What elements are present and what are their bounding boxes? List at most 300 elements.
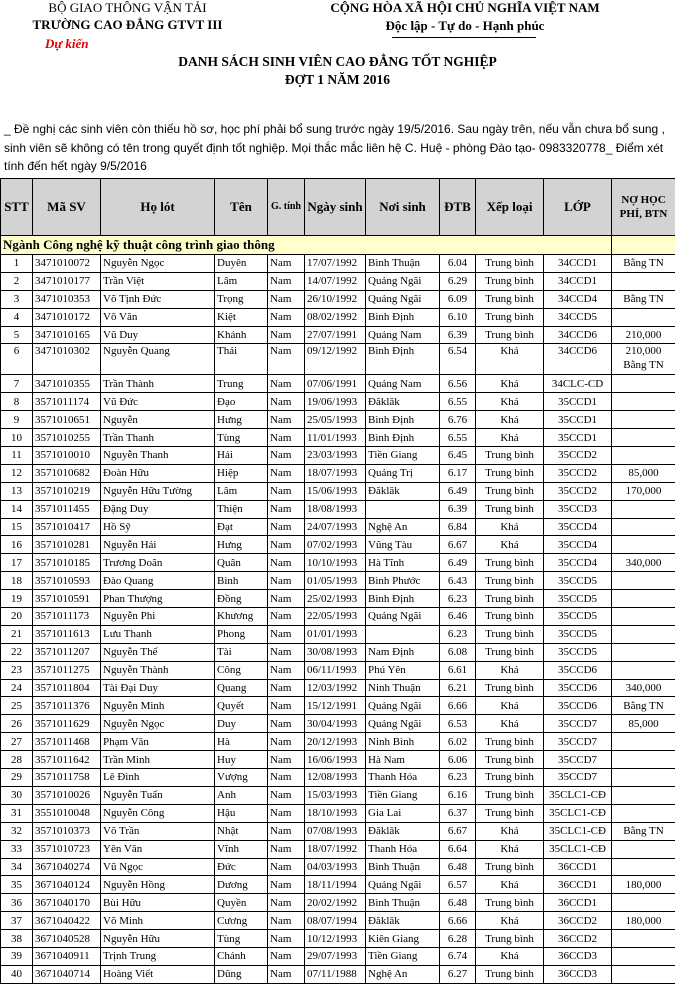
cell-gioi-tinh: Nam [268, 429, 305, 447]
cell-ma-sv: 3571010373 [33, 822, 101, 840]
cell-gioi-tinh: Nam [268, 912, 305, 930]
cell-noi-sinh: Thanh Hóa [366, 769, 440, 787]
cell-xep-loai: Trung bình [476, 290, 544, 308]
cell-gioi-tinh: Nam [268, 930, 305, 948]
cell-xep-loai: Khá [476, 518, 544, 536]
cell-ma-sv: 3571011376 [33, 697, 101, 715]
cell-lop: 35CCD2 [544, 447, 612, 465]
cell-xep-loai: Khá [476, 411, 544, 429]
cell-no-hoc-phi [612, 625, 675, 643]
cell-no-hoc-phi [612, 308, 675, 326]
cell-noi-sinh: Quảng Ngãi [366, 290, 440, 308]
cell-ten: Phong [215, 625, 268, 643]
cell-lop: 36CCD1 [544, 894, 612, 912]
cell-no-hoc-phi: 170,000 [612, 482, 675, 500]
cell-xep-loai: Trung bình [476, 608, 544, 626]
cell-gioi-tinh: Nam [268, 947, 305, 965]
cell-stt: 23 [1, 661, 33, 679]
cell-noi-sinh: Nghệ An [366, 518, 440, 536]
cell-ma-sv: 3671040170 [33, 894, 101, 912]
table-row [1, 344, 675, 375]
cell-ma-sv: 3471010302 [33, 344, 101, 375]
cell-noi-sinh [366, 625, 440, 643]
cell-ho-lot: Tài Đại Duy [101, 679, 215, 697]
col-header-lop: LỚP [544, 179, 612, 236]
cell-no-hoc-phi [612, 375, 675, 393]
cell-lop: 36CCD3 [544, 947, 612, 965]
document-title: DANH SÁCH SINH VIÊN CAO ĐẲNG TỐT NGHIỆP [0, 54, 675, 70]
cell-lop: 35CCD5 [544, 625, 612, 643]
cell-ma-sv: 3471010072 [33, 255, 101, 273]
cell-noi-sinh: Quảng Ngãi [366, 715, 440, 733]
cell-ho-lot: Võ Tịnh Đức [101, 290, 215, 308]
cell-ho-lot: Phạm Văn [101, 733, 215, 751]
cell-noi-sinh: Ninh Thuận [366, 679, 440, 697]
cell-xep-loai: Trung bình [476, 643, 544, 661]
cell-ma-sv: 3471010172 [33, 308, 101, 326]
cell-ten: Khánh [215, 326, 268, 344]
cell-stt: 12 [1, 464, 33, 482]
cell-no-hoc-phi [612, 393, 675, 411]
cell-ma-sv: 3471010355 [33, 375, 101, 393]
cell-noi-sinh: Tiền Giang [366, 947, 440, 965]
cell-ngay-sinh: 23/03/1993 [305, 447, 366, 465]
cell-ho-lot: Lưu Thanh [101, 625, 215, 643]
cell-xep-loai: Khá [476, 697, 544, 715]
cell-noi-sinh: Bình Định [366, 429, 440, 447]
cell-no-hoc-phi: 180,000 [612, 876, 675, 894]
cell-no-hoc-phi [612, 947, 675, 965]
cell-noi-sinh: Bình Phước [366, 572, 440, 590]
cell-gioi-tinh: Nam [268, 344, 305, 375]
cell-noi-sinh: Quảng Ngãi [366, 272, 440, 290]
cell-dtb: 6.66 [440, 912, 476, 930]
cell-ho-lot: Vũ Ngọc [101, 858, 215, 876]
cell-xep-loai: Trung bình [476, 751, 544, 769]
cell-xep-loai: Trung bình [476, 858, 544, 876]
cell-noi-sinh: Hà Tĩnh [366, 554, 440, 572]
cell-noi-sinh: Nghệ An [366, 965, 440, 983]
cell-ma-sv: 3571011275 [33, 661, 101, 679]
table-row [1, 679, 675, 697]
table-row [1, 715, 675, 733]
col-header-noi-sinh: Nơi sinh [366, 179, 440, 236]
cell-lop: 35CLC1-CĐ [544, 786, 612, 804]
cell-lop: 35CCD7 [544, 769, 612, 787]
cell-gioi-tinh: Nam [268, 608, 305, 626]
cell-stt: 4 [1, 308, 33, 326]
cell-ho-lot: Yên Văn [101, 840, 215, 858]
cell-ten: Hà [215, 733, 268, 751]
cell-dtb: 6.23 [440, 590, 476, 608]
cell-noi-sinh: Bình Thuận [366, 255, 440, 273]
cell-xep-loai: Trung bình [476, 733, 544, 751]
cell-no-hoc-phi [612, 518, 675, 536]
cell-no-hoc-phi [612, 572, 675, 590]
cell-ho-lot: Nguyễn Hữu Tường [101, 482, 215, 500]
cell-lop: 35CLC1-CĐ [544, 822, 612, 840]
cell-ngay-sinh: 10/12/1993 [305, 930, 366, 948]
cell-gioi-tinh: Nam [268, 536, 305, 554]
cell-ngay-sinh: 27/07/1991 [305, 326, 366, 344]
cell-ho-lot: Nguyễn Quang [101, 344, 215, 375]
cell-noi-sinh: Tiền Giang [366, 786, 440, 804]
cell-gioi-tinh: Nam [268, 308, 305, 326]
cell-ma-sv: 3671040124 [33, 876, 101, 894]
cell-dtb: 6.48 [440, 858, 476, 876]
cell-ngay-sinh: 08/02/1992 [305, 308, 366, 326]
cell-dtb: 6.37 [440, 804, 476, 822]
col-header-ngay-sinh: Ngày sinh [305, 179, 366, 236]
cell-noi-sinh: Quảng Ngãi [366, 697, 440, 715]
cell-xep-loai: Khá [476, 876, 544, 894]
cell-lop: 35CCD6 [544, 679, 612, 697]
cell-stt: 5 [1, 326, 33, 344]
table-row [1, 643, 675, 661]
cell-xep-loai: Khá [476, 912, 544, 930]
cell-stt: 22 [1, 643, 33, 661]
cell-lop: 35CCD6 [544, 661, 612, 679]
cell-dtb: 6.67 [440, 536, 476, 554]
cell-stt: 33 [1, 840, 33, 858]
cell-noi-sinh: Hà Nam [366, 751, 440, 769]
cell-ngay-sinh: 15/03/1993 [305, 786, 366, 804]
table-row [1, 500, 675, 518]
cell-lop: 35CCD5 [544, 572, 612, 590]
cell-ngay-sinh: 17/07/1992 [305, 255, 366, 273]
table-row [1, 482, 675, 500]
cell-ngay-sinh: 07/08/1993 [305, 822, 366, 840]
cell-dtb: 6.06 [440, 751, 476, 769]
cell-dtb: 6.84 [440, 518, 476, 536]
cell-ho-lot: Nguyễn Thanh [101, 447, 215, 465]
cell-ten: Anh [215, 786, 268, 804]
cell-ten: Hậu [215, 804, 268, 822]
cell-ngay-sinh: 22/05/1993 [305, 608, 366, 626]
cell-ho-lot: Đào Quang [101, 572, 215, 590]
table-row [1, 822, 675, 840]
cell-ngay-sinh: 12/08/1993 [305, 769, 366, 787]
cell-lop: 34CCD1 [544, 272, 612, 290]
cell-stt: 38 [1, 930, 33, 948]
cell-ngay-sinh: 07/02/1993 [305, 536, 366, 554]
cell-stt: 21 [1, 625, 33, 643]
cell-lop: 35CLC1-CĐ [544, 804, 612, 822]
cell-stt: 27 [1, 733, 33, 751]
cell-ma-sv: 3471010165 [33, 326, 101, 344]
cell-no-hoc-phi [612, 272, 675, 290]
cell-ho-lot: Đoàn Hữu [101, 464, 215, 482]
cell-lop: 35CCD1 [544, 393, 612, 411]
table-row [1, 608, 675, 626]
cell-ngay-sinh: 18/08/1993 [305, 500, 366, 518]
cell-dtb: 6.67 [440, 822, 476, 840]
cell-dtb: 6.57 [440, 876, 476, 894]
cell-dtb: 6.61 [440, 661, 476, 679]
cell-stt: 35 [1, 876, 33, 894]
cell-gioi-tinh: Nam [268, 769, 305, 787]
table-row [1, 930, 675, 948]
cell-ho-lot: Vũ Đức [101, 393, 215, 411]
ministry-name: BỘ GIAO THÔNG VẬN TẢI [0, 0, 255, 16]
cell-xep-loai: Trung bình [476, 769, 544, 787]
table-row [1, 411, 675, 429]
cell-noi-sinh: Bình Định [366, 411, 440, 429]
cell-xep-loai: Trung bình [476, 447, 544, 465]
cell-xep-loai: Khá [476, 947, 544, 965]
cell-stt: 9 [1, 411, 33, 429]
table-row [1, 965, 675, 983]
cell-gioi-tinh: Nam [268, 500, 305, 518]
table-row [1, 894, 675, 912]
cell-xep-loai: Trung bình [476, 255, 544, 273]
cell-xep-loai: Trung bình [476, 786, 544, 804]
cell-lop: 35CCD6 [544, 697, 612, 715]
cell-lop: 35CCD5 [544, 608, 612, 626]
table-row [1, 876, 675, 894]
cell-no-hoc-phi: 85,000 [612, 715, 675, 733]
cell-dtb: 6.54 [440, 344, 476, 375]
cell-stt: 37 [1, 912, 33, 930]
cell-lop: 35CCD1 [544, 411, 612, 429]
cell-ten: Huy [215, 751, 268, 769]
cell-dtb: 6.23 [440, 625, 476, 643]
col-header-gioi-tinh: G. tính [268, 179, 305, 236]
cell-noi-sinh: Quảng Ngãi [366, 608, 440, 626]
cell-ngay-sinh: 20/02/1992 [305, 894, 366, 912]
cell-ngay-sinh: 18/10/1993 [305, 804, 366, 822]
cell-ngay-sinh: 06/11/1993 [305, 661, 366, 679]
cell-dtb: 6.16 [440, 786, 476, 804]
cell-gioi-tinh: Nam [268, 786, 305, 804]
cell-no-hoc-phi [612, 344, 675, 375]
cell-xep-loai: Trung bình [476, 590, 544, 608]
cell-ma-sv: 3571010682 [33, 464, 101, 482]
cell-xep-loai: Trung bình [476, 965, 544, 983]
cell-dtb: 6.48 [440, 894, 476, 912]
cell-ma-sv: 3571010026 [33, 786, 101, 804]
cell-ma-sv: 3471010177 [33, 272, 101, 290]
cell-noi-sinh: Ninh Bình [366, 733, 440, 751]
table-row [1, 464, 675, 482]
cell-ngay-sinh: 26/10/1992 [305, 290, 366, 308]
cell-no-hoc-phi [612, 894, 675, 912]
cell-dtb: 6.27 [440, 965, 476, 983]
cell-gioi-tinh: Nam [268, 464, 305, 482]
cell-ten: Duy [215, 715, 268, 733]
cell-dtb: 6.49 [440, 482, 476, 500]
cell-ma-sv: 3571010219 [33, 482, 101, 500]
col-header-ten: Tên [215, 179, 268, 236]
cell-gioi-tinh: Nam [268, 411, 305, 429]
cell-no-hoc-phi: Bằng TN [612, 697, 675, 715]
cell-ten: Dương [215, 876, 268, 894]
cell-stt: 24 [1, 679, 33, 697]
cell-xep-loai: Trung bình [476, 464, 544, 482]
col-header-no-hoc-phi: NỢ HỌC PHÍ, BTN [612, 179, 675, 236]
cell-gioi-tinh: Nam [268, 518, 305, 536]
cell-ho-lot: Trần Việt [101, 272, 215, 290]
cell-ho-lot: Hoàng Viết [101, 965, 215, 983]
cell-gioi-tinh: Nam [268, 554, 305, 572]
cell-ho-lot: Đặng Duy [101, 500, 215, 518]
cell-noi-sinh: Đăklăk [366, 822, 440, 840]
cell-ten: Đức [215, 858, 268, 876]
cell-ten: Dũng [215, 965, 268, 983]
cell-ngay-sinh: 15/06/1993 [305, 482, 366, 500]
cell-xep-loai: Khá [476, 344, 544, 375]
table-row [1, 912, 675, 930]
cell-stt: 11 [1, 447, 33, 465]
cell-stt: 34 [1, 858, 33, 876]
cell-dtb: 6.74 [440, 947, 476, 965]
cell-ten: Hưng [215, 536, 268, 554]
cell-gioi-tinh: Nam [268, 804, 305, 822]
cell-xep-loai: Khá [476, 715, 544, 733]
cell-no-hoc-phi [612, 840, 675, 858]
cell-ma-sv: 3671040528 [33, 930, 101, 948]
table-row [1, 429, 675, 447]
cell-ngay-sinh: 18/07/1993 [305, 464, 366, 482]
table-row [1, 255, 675, 273]
cell-ho-lot: Trần Minh [101, 751, 215, 769]
cell-dtb: 6.53 [440, 715, 476, 733]
cell-lop: 35CCD3 [544, 500, 612, 518]
cell-noi-sinh: Quảng Ngãi [366, 876, 440, 894]
cell-dtb: 6.02 [440, 733, 476, 751]
cell-gioi-tinh: Nam [268, 751, 305, 769]
cell-noi-sinh: Quảng Nam [366, 375, 440, 393]
cell-noi-sinh: Bình Định [366, 590, 440, 608]
cell-no-hoc-phi [612, 590, 675, 608]
cell-xep-loai: Trung bình [476, 500, 544, 518]
cell-no-hoc-phi [612, 786, 675, 804]
cell-noi-sinh: Bình Định [366, 308, 440, 326]
cell-ngay-sinh: 18/11/1994 [305, 876, 366, 894]
table-row [1, 840, 675, 858]
cell-ma-sv: 3571011629 [33, 715, 101, 733]
cell-stt: 18 [1, 572, 33, 590]
cell-ten: Đồng [215, 590, 268, 608]
cell-dtb: 6.49 [440, 554, 476, 572]
cell-ma-sv: 3571010591 [33, 590, 101, 608]
cell-ten: Quang [215, 679, 268, 697]
cell-ten: Hải [215, 447, 268, 465]
cell-gioi-tinh: Nam [268, 661, 305, 679]
cell-ho-lot: Nguyễn Công [101, 804, 215, 822]
cell-ma-sv: 3571011455 [33, 500, 101, 518]
cell-ma-sv: 3671040911 [33, 947, 101, 965]
cell-no-hoc-phi [612, 411, 675, 429]
cell-noi-sinh: Bình Thuận [366, 894, 440, 912]
cell-no-hoc-phi [612, 536, 675, 554]
cell-ngay-sinh: 19/06/1993 [305, 393, 366, 411]
table-row [1, 554, 675, 572]
cell-no-hoc-phi [612, 733, 675, 751]
cell-lop: 36CCD1 [544, 876, 612, 894]
cell-noi-sinh: Kiên Giang [366, 930, 440, 948]
cell-stt: 40 [1, 965, 33, 983]
cell-noi-sinh: Nam Định [366, 643, 440, 661]
cell-noi-sinh: Đăklăk [366, 482, 440, 500]
cell-stt: 30 [1, 786, 33, 804]
cell-ma-sv: 3671040274 [33, 858, 101, 876]
cell-ten: Vĩnh [215, 840, 268, 858]
notice-text: _ Đề nghị các sinh viên còn thiếu hồ sơ, học phí phải bổ sung trước ngày 19/5/2016. Sau ngày trên, nếu vẫn chưa bổ sung , sinh viên sẽ không có tên trong quyết định tốt nghiệp. Mọi thắc mắc liên hệ C. Huệ - phòng Đào tạo- 0983320778_ Điểm xét tính đến hết ngày 9/5/2016 [4, 120, 672, 176]
cell-stt: 20 [1, 608, 33, 626]
cell-gioi-tinh: Nam [268, 876, 305, 894]
cell-dtb: 6.55 [440, 393, 476, 411]
cell-gioi-tinh: Nam [268, 858, 305, 876]
cell-ma-sv: 3571010593 [33, 572, 101, 590]
cell-noi-sinh: Tiền Giang [366, 447, 440, 465]
cell-ten: Chánh [215, 947, 268, 965]
cell-no-hoc-phi [612, 804, 675, 822]
cell-ma-sv: 3571011758 [33, 769, 101, 787]
cell-stt: 13 [1, 482, 33, 500]
cell-ma-sv: 3671040714 [33, 965, 101, 983]
cell-ho-lot: Nguyễn Thành [101, 661, 215, 679]
cell-xep-loai: Trung bình [476, 930, 544, 948]
cell-lop: 34CCD1 [544, 255, 612, 273]
cell-lop: 36CCD2 [544, 930, 612, 948]
cell-no-hoc-phi [612, 751, 675, 769]
cell-ten: Quân [215, 554, 268, 572]
cell-no-hoc-phi: 340,000 [612, 679, 675, 697]
cell-dtb: 6.23 [440, 769, 476, 787]
cell-dtb: 6.55 [440, 429, 476, 447]
cell-dtb: 6.64 [440, 840, 476, 858]
cell-no-hoc-phi [612, 965, 675, 983]
cell-noi-sinh [366, 500, 440, 518]
cell-ngay-sinh: 07/11/1988 [305, 965, 366, 983]
cell-lop: 34CCD6 [544, 326, 612, 344]
cell-lop: 34CLC-CD [544, 375, 612, 393]
cell-ngay-sinh: 12/03/1992 [305, 679, 366, 697]
section-blank [612, 236, 675, 255]
cell-ngay-sinh: 07/06/1991 [305, 375, 366, 393]
cell-gioi-tinh: Nam [268, 255, 305, 273]
cell-lop: 34CCD4 [544, 290, 612, 308]
cell-dtb: 6.76 [440, 411, 476, 429]
student-table [0, 178, 675, 984]
cell-stt: 7 [1, 375, 33, 393]
cell-ho-lot: Nguyễn [101, 411, 215, 429]
cell-no-hoc-phi [612, 643, 675, 661]
cell-stt: 15 [1, 518, 33, 536]
cell-ma-sv: 3571011804 [33, 679, 101, 697]
col-header-ma-sv: Mã SV [33, 179, 101, 236]
cell-stt: 3 [1, 290, 33, 308]
cell-xep-loai: Trung bình [476, 554, 544, 572]
cell-gioi-tinh: Nam [268, 590, 305, 608]
cell-ngay-sinh: 08/07/1994 [305, 912, 366, 930]
cell-ten: Duyên [215, 255, 268, 273]
cell-dtb: 6.04 [440, 255, 476, 273]
cell-ho-lot: Võ Minh [101, 912, 215, 930]
cell-ngay-sinh: 20/12/1993 [305, 733, 366, 751]
document-subtitle: ĐỢT 1 NĂM 2016 [0, 72, 675, 88]
cell-gioi-tinh: Nam [268, 840, 305, 858]
cell-ten: Tài [215, 643, 268, 661]
cell-ho-lot: Nguyễn Thế [101, 643, 215, 661]
cell-noi-sinh: Quảng Nam [366, 326, 440, 344]
motto-underline [392, 37, 536, 38]
cell-ho-lot: Bùi Hữu [101, 894, 215, 912]
republic-name: CỘNG HÒA XÃ HỘI CHỦ NGHĨA VIỆT NAM [255, 0, 675, 16]
cell-dtb: 6.09 [440, 290, 476, 308]
cell-ten: Khương [215, 608, 268, 626]
